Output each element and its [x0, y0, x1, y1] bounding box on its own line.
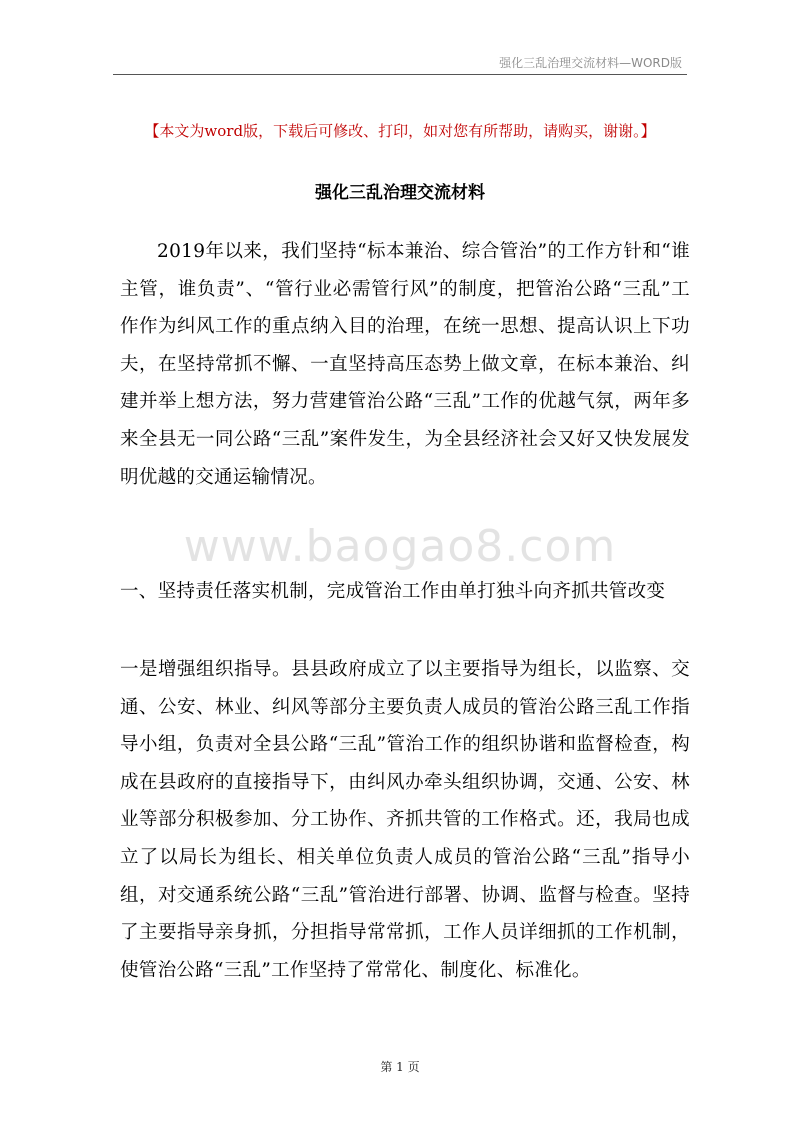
page-number: 第 1 页: [380, 1060, 420, 1074]
body-paragraph: 一是增强组织指导。县县政府成立了以主要指导为组长，以监察、交通、公安、林业、纠风等部分主要负责人成员的管治公路三乱工作指导小组，负责对全县公路“三乱”管治工作的组织协谐和监督检查，构成在县政府的直接指导下，由纠风办牵头组织协调，交通、公安、林业等部分积极参加、分工协作、齐抓共管的工作格式。还，我局也成立了以局长为组长、相关单位负责人成员的管治公路“三乱”指导小组，对交通系统公路“三乱”管治进行部署、协调、监督与检查。坚持了主要指导亲身抓，分担指导常常抓，工作人员详细抓的工作机制，使管治公路“三乱”工作坚持了常常化、制度化、标准化。: [120, 659, 690, 981]
purchase-notice: 【本文为word版，下载后可修改、打印，如对您有所帮助，请购买，谢谢。】: [144, 122, 656, 140]
header-title: 强化三乱治理交流材料—WORD版: [499, 56, 682, 70]
document-title: 强化三乱治理交流材料: [315, 183, 485, 203]
intro-paragraph: 2019年以来，我们坚持“标本兼治、综合管治”的工作方针和“谁主管，谁负责”、“管行业必需管行风”的制度，把管治公路“三乱”工作作为纠风工作的重点纳入目的治理，在统一思想、提高认识上下功夫，在坚持常抓不懈、一直坚持高压态势上做文章，在标本兼治、纠建并举上想方法，努力营建管治公路“三乱”工作的优越气氛，两年多来全县无一同公路“三乱”案件发生，为全县经济社会又好又快发展发明优越的交通运输情况。: [120, 241, 690, 488]
header-divider: [113, 74, 687, 75]
section-heading: 一、坚持责任落实机制，完成管治工作由单打独斗向齐抓共管改变: [120, 581, 666, 602]
watermark: www.baogao8.com: [183, 521, 617, 572]
